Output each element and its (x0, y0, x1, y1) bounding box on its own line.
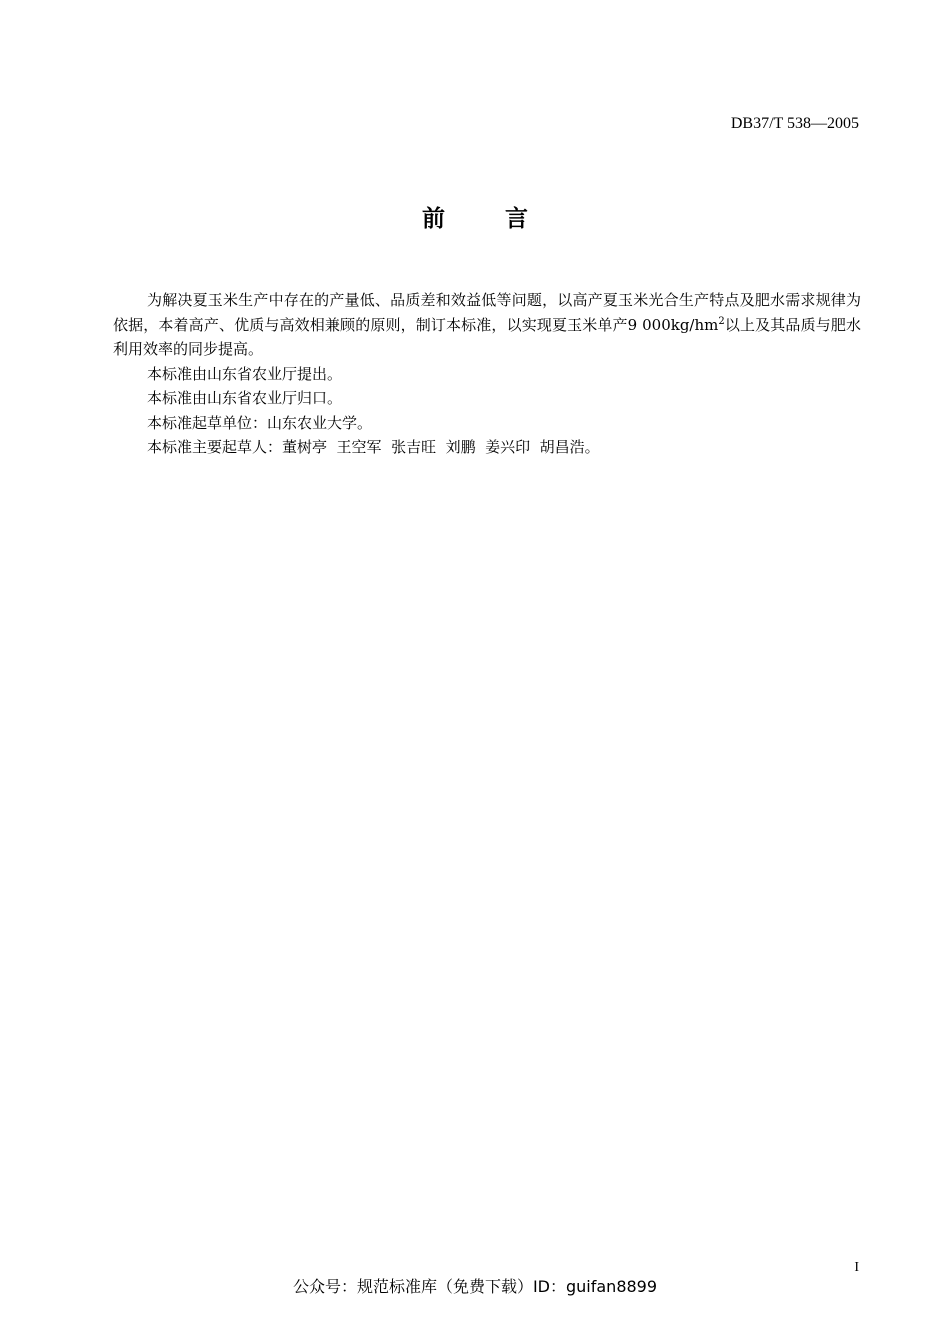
footer-watermark-text: 公众号：规范标准库（免费下载）ID：guifan8899 (292, 1277, 658, 1296)
standard-code: DB37/T 538—2005 (730, 115, 859, 132)
paragraph-purpose (113, 288, 861, 362)
page-number: I (854, 1260, 859, 1275)
page-title: 前言 (422, 206, 588, 232)
paragraph-centralized-unit: 本标准由山东省农业厅归口。 (147, 389, 343, 407)
paragraph-purpose-text: 为解决夏玉米生产中存在的产量低、品质差和效益低等问题，以高产夏玉米光合生产特点及肥水需求规律为依据，本着高产、优质与高效相兼顾的原则，制订本标准，以实现夏玉米单产9 000kg/hm (113, 291, 861, 334)
paragraph-drafters: 本标准主要起草人：董树亭 王空军 张吉旺 刘鹏 姜兴印 胡昌浩。 (147, 438, 600, 456)
paragraph-drafting-unit: 本标准起草单位：山东农业大学。 (147, 413, 373, 432)
paragraph-proposer: 本标准由山东省农业厅提出。 (147, 364, 343, 383)
paragraph-purpose-text-end: 以上及其品质与肥水利用效率的同步提高。 (113, 315, 861, 358)
superscript-exponent: 2 (718, 315, 725, 327)
foreword-body (113, 288, 861, 460)
